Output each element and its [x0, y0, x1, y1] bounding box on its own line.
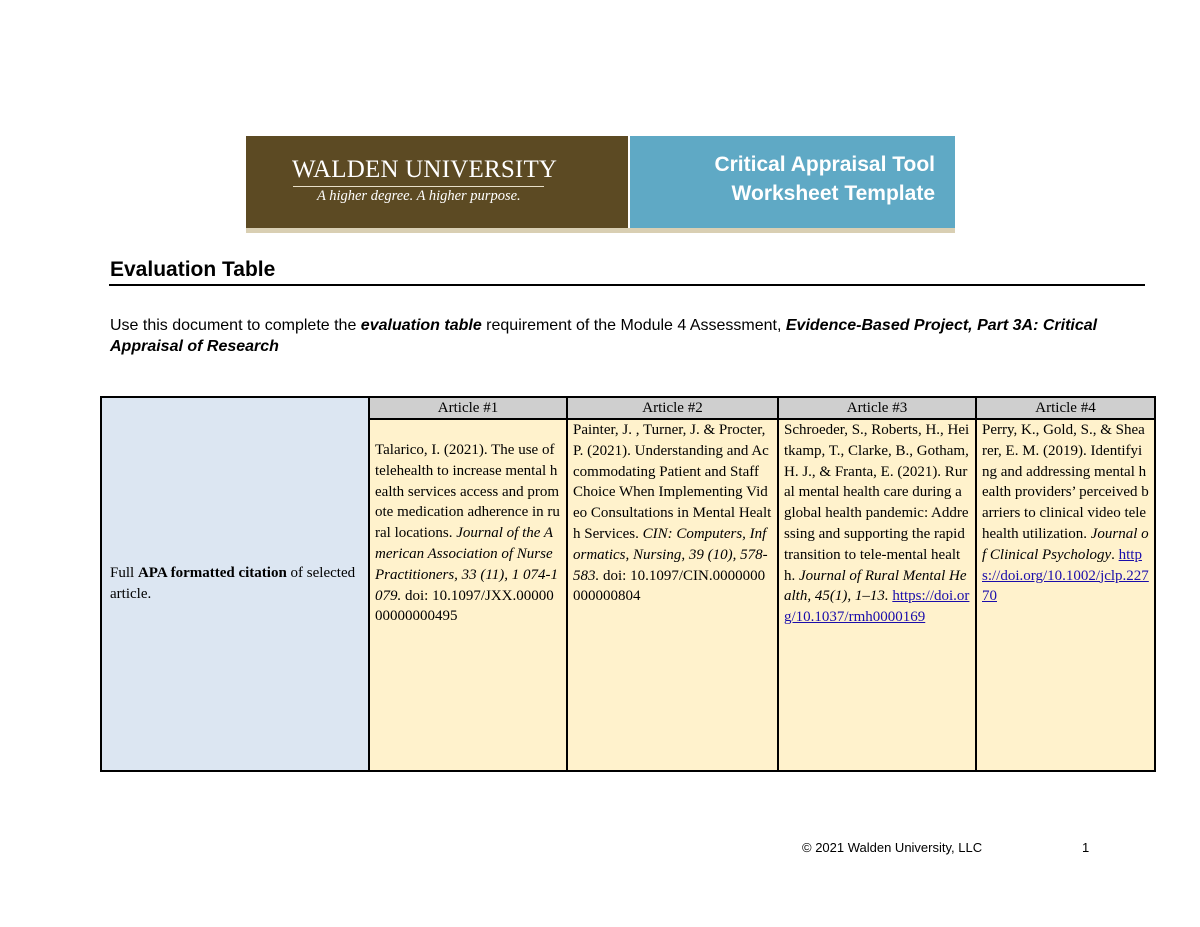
- document-title: [635, 150, 935, 208]
- citation-cell-1: [369, 419, 567, 771]
- university-logo: [246, 136, 628, 228]
- citation-journal: Journal of Rural Mental Health, 45(1), 1–13.: [784, 567, 967, 605]
- intro-paragraph: [110, 315, 1150, 357]
- table-header-row: [101, 397, 1155, 419]
- document-title-line-2: Worksheet Template: [731, 182, 935, 205]
- doi-link[interactable]: https://doi.org/10.1002/jclp.22770: [982, 546, 1149, 605]
- section-divider: [109, 284, 1145, 286]
- header-article-2: Article #2: [567, 397, 778, 419]
- citation-journal: Journal of Clinical Psychology: [982, 525, 1149, 563]
- citation-journal: CIN: Computers, Informatics, Nursing, 39 (10), 578-583.: [573, 525, 768, 584]
- banner-title-panel: [630, 136, 955, 228]
- citation-text: Talarico, I. (2021). The use of telehealth to increase mental health services access and promote medication adherence in rural locations.: [375, 442, 560, 542]
- intro-assessment-title: Evidence-Based Project, Part 3A: Critical Appraisal of Research: [110, 317, 1098, 355]
- citation-text: Schroeder, S., Roberts, H., Heitkamp, T., Clarke, B., Gotham, H. J., & Franta, E. (2021). Rural mental health care during a global health pandemic: Addressing and supporting the rapid transition to tele-mental health.: [784, 422, 970, 584]
- logo-divider: [293, 186, 544, 187]
- intro-text: requirement of the Module 4 Assessment,: [481, 317, 786, 334]
- citation-doi: doi: 10.1097/JXX.0000000000000495: [375, 587, 554, 625]
- row-label-text: Full: [110, 565, 138, 582]
- section-title: Evaluation Table: [110, 258, 276, 281]
- evaluation-table: [100, 396, 1156, 772]
- citation-cell-4: [976, 419, 1155, 771]
- citation-separator: .: [1111, 546, 1119, 563]
- citation-cell-2: [567, 419, 778, 771]
- logo-name: WALDEN UNIVERSITY: [292, 156, 558, 183]
- row-label-emphasis: APA formatted citation: [137, 565, 287, 582]
- header-banner: [246, 136, 955, 234]
- header-article-4: Article #4: [976, 397, 1155, 419]
- banner-underline: [246, 228, 955, 233]
- citation-doi: doi: 10.1097/CIN.0000000000000804: [573, 567, 766, 605]
- citation-text: Painter, J. , Turner, J. & Procter, P. (2021). Understanding and Accommodating Patient and Staff Choice When Implementing Video Consultations in Mental Health Services.: [573, 422, 772, 542]
- header-article-3: Article #3: [778, 397, 976, 419]
- citation-text: Perry, K., Gold, S., & Shearer, E. M. (2019). Identifying and addressing mental health providers’ perceived barriers to clinical video telehealth utilization.: [982, 422, 1149, 542]
- header-article-1: Article #1: [369, 397, 567, 419]
- intro-emphasis: evaluation table: [360, 317, 482, 334]
- logo-tagline: A higher degree. A higher purpose.: [317, 188, 521, 204]
- citation-journal: Journal of the American Association of Nurse Practitioners, 33 (11), 1 074-1079.: [375, 525, 559, 604]
- doi-link[interactable]: https://doi.org/10.1037/rmh0000169: [784, 588, 970, 626]
- page-number: 1: [1082, 840, 1090, 855]
- row-label-cell: [101, 397, 369, 771]
- intro-text: Use this document to complete the: [110, 317, 361, 334]
- row-label-text: of selected article.: [110, 565, 356, 602]
- document-title-line-1: Critical Appraisal Tool: [714, 153, 935, 176]
- citation-cell-3: [778, 419, 976, 771]
- footer-copyright: © 2021 Walden University, LLC: [802, 840, 983, 855]
